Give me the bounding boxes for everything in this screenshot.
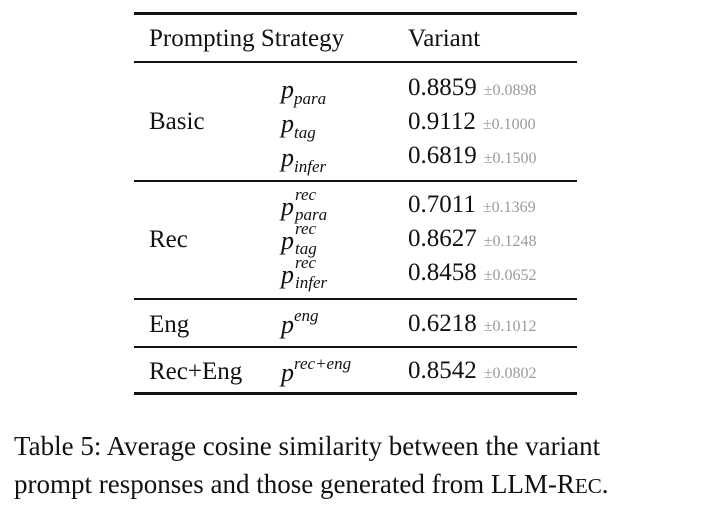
value-rec-eng	[408, 358, 537, 383]
value-basic-infer	[408, 143, 537, 168]
group-label-eng: Eng	[149, 311, 190, 338]
std-value: ±0.0898	[483, 82, 537, 99]
caption-line-2: prompt responses and those generated from LLM-REC.	[14, 469, 609, 499]
value-rec-infer	[408, 260, 537, 285]
value-rec-para	[408, 192, 536, 217]
group-label-rec: Rec	[149, 226, 188, 253]
std-value: ±0.0652	[483, 267, 537, 284]
mean-value: 0.6819	[408, 142, 477, 169]
value-basic-tag	[408, 109, 536, 134]
prompt-rec-eng: $p^{rec+eng}$	[281, 354, 352, 387]
table-top-rule	[134, 12, 577, 15]
value-eng	[408, 311, 537, 336]
system-name-smallcaps: EC	[574, 474, 602, 498]
mean-value: 0.8859	[408, 74, 477, 101]
std-value: ±0.1248	[483, 233, 537, 250]
mean-value: 0.6218	[408, 310, 477, 337]
table-group-rule-eng	[134, 346, 577, 348]
prompt-eng: $p^{eng}$	[281, 306, 319, 339]
mean-value: 0.8627	[408, 225, 477, 252]
header-variant: Variant	[408, 25, 481, 52]
header-strategy: Prompting Strategy	[149, 25, 345, 52]
caption-line-1: Table 5: Average cosine similarity between the variant	[14, 431, 601, 461]
mean-value: 0.7011	[408, 191, 476, 218]
prompt-basic-infer: $p_{infer}$	[281, 143, 327, 176]
value-basic-para	[408, 75, 537, 100]
system-name: LLM-R	[490, 469, 575, 499]
group-label-rec-eng: Rec+Eng	[149, 358, 243, 385]
table-bottom-rule	[134, 392, 577, 395]
std-value: ±0.1000	[482, 116, 536, 133]
std-value: ±0.1500	[483, 150, 537, 167]
table-group-rule-basic	[134, 180, 577, 182]
mean-value: 0.8458	[408, 259, 477, 286]
mean-value: 0.9112	[408, 108, 476, 135]
std-value: ±0.0802	[483, 365, 537, 382]
group-label-basic: Basic	[149, 108, 205, 135]
std-value: ±0.1012	[483, 318, 537, 335]
value-rec-tag	[408, 226, 537, 251]
std-value: ±0.1369	[482, 199, 536, 216]
prompt-basic-tag: $p_{tag}$	[281, 109, 316, 142]
table-header-rule	[134, 61, 577, 63]
table-group-rule-rec	[134, 298, 577, 300]
prompt-basic-para: $p_{para}$	[281, 75, 327, 108]
mean-value: 0.8542	[408, 357, 477, 384]
table-caption	[14, 427, 704, 505]
